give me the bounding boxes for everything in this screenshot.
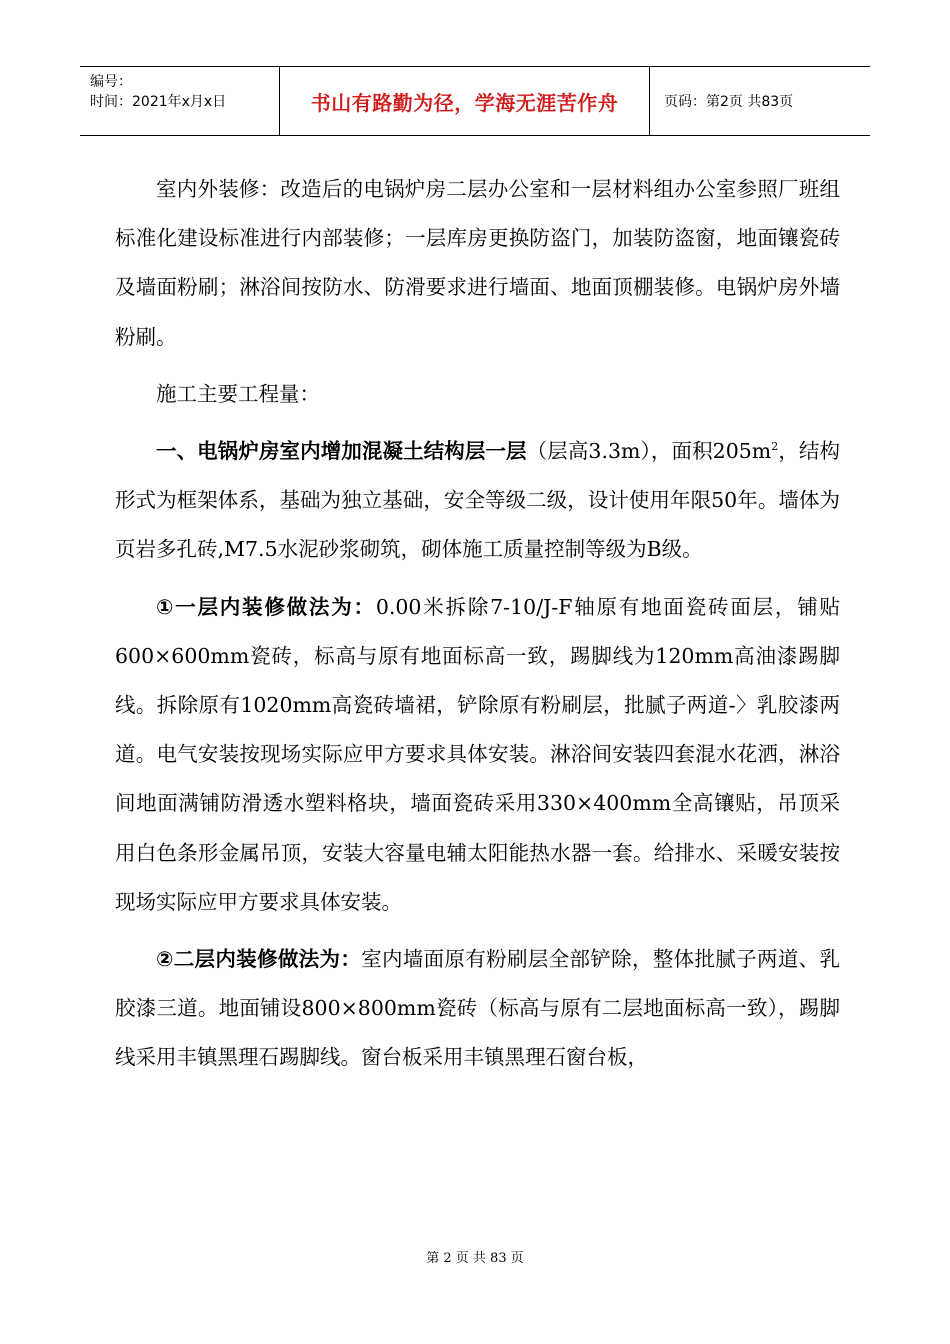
- header-motto-cell: [280, 67, 650, 135]
- first-floor-heading: ①一层内装修做法为：: [156, 594, 376, 619]
- paragraph-second-floor: [115, 935, 840, 1083]
- paragraph-quantities-heading: 施工主要工程量：: [156, 381, 320, 406]
- area-superscript: 2: [771, 440, 779, 454]
- page-footer: 第 2 页 共 83 页: [426, 1251, 524, 1266]
- structure-text-a: （层高3.3m），面积205m: [526, 439, 772, 464]
- document-number-label: 编号：: [90, 74, 132, 90]
- first-floor-text: 0.00米拆除7-10/J-F轴原有地面瓷砖面层，铺贴600×600mm瓷砖，标高与原有地面标高一致，踢脚线为120mm高油漆踢脚线。拆除原有1020mm高瓷砖墙裙，铲除原有粉刷层，批腻子两道-〉乳胶漆两道。电气安装按现场实际应甲方要求具体安装。淋浴间安装四套混水花洒，淋浴间地面满铺防滑透水塑料格块，墙面瓷砖采用330×400mm全高镶贴，吊顶采用白色条形金属吊顶，安装大容量电辅太阳能热水器一套。给排水、采暖安装按现场实际应甲方要求具体安装。: [115, 594, 840, 914]
- paragraph-structure-layer: [115, 427, 840, 575]
- document-time-label: 时间：2021年x月x日: [90, 94, 227, 110]
- paragraph-first-floor: [115, 583, 840, 927]
- second-floor-text: 室内墙面原有粉刷层全部铲除，整体批腻子两道、乳胶漆三道。地面铺设800×800mm瓷砖（标高与原有二层地面标高一致），踢脚线采用丰镇黑理石踢脚线。窗台板采用丰镇黑理石窗台板，: [115, 947, 841, 1070]
- page-header: [80, 66, 870, 136]
- structure-text-b: ，结构形式为框架体系，基础为独立基础，安全等级二级，设计使用年限50年。墙体为页岩多孔砖,M7.5水泥砂浆砌筑，砌体施工质量控制等级为B级。: [115, 439, 841, 562]
- header-motto: 书山有路勤为径，学海无涯苦作舟: [310, 90, 619, 115]
- section-heading-1: 一、电锅炉房室内增加混凝土结构层一层: [156, 439, 527, 464]
- paragraph-decoration: 室内外装修：改造后的电锅炉房二层办公室和一层材料组办公室参照厂班组标准化建设标准进行内部装修；一层库房更换防盗门，加装防盗窗，地面镶瓷砖及墙面粉刷；淋浴间按防水、防滑要求进行墙面、地面顶棚装修。电锅炉房外墙粉刷。: [115, 177, 840, 349]
- header-page-info: 页码：第2页 共83页: [664, 94, 794, 110]
- document-body: [115, 165, 840, 1083]
- header-meta: [80, 67, 280, 135]
- second-floor-heading: ②二层内装修做法为：: [156, 947, 362, 972]
